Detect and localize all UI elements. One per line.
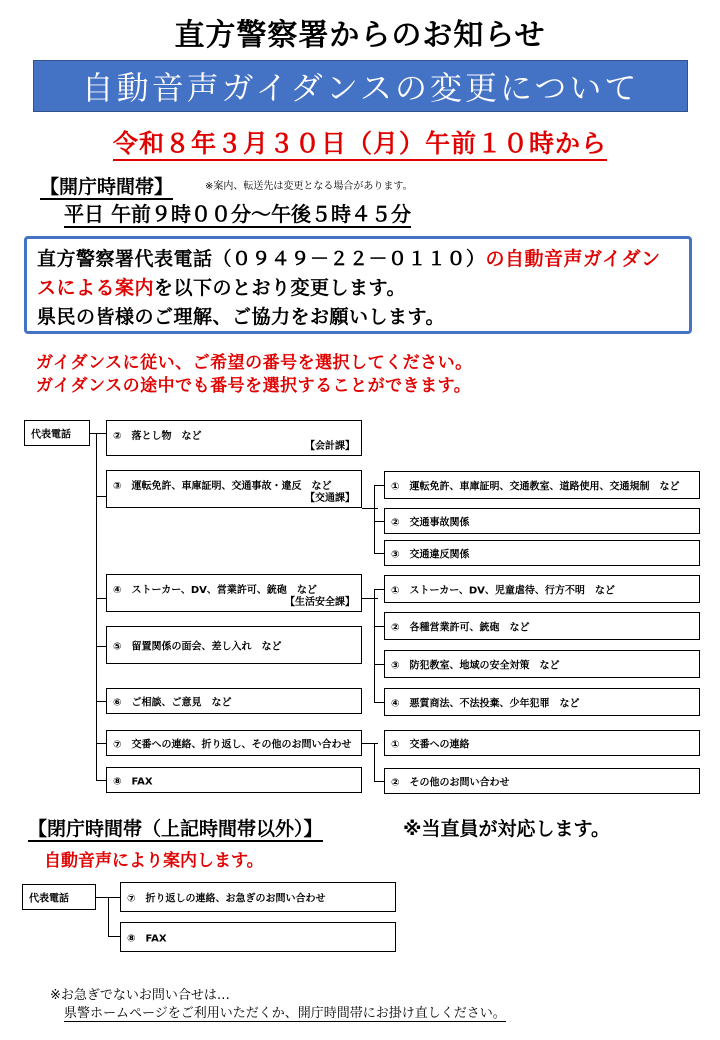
connector xyxy=(374,553,384,554)
sub4-item-1 xyxy=(384,575,700,603)
connector xyxy=(96,598,106,599)
closed-option-8-box xyxy=(120,922,396,952)
connector xyxy=(96,701,106,702)
page-title: 直方警察署からのお知らせ xyxy=(174,18,546,53)
banner: 自動音声ガイダンスの変更について xyxy=(33,60,688,112)
connector xyxy=(90,433,106,434)
open-hours-note: ※案内、転送先は変更となる場合があります。 xyxy=(205,181,413,192)
open-hours-heading-text: 【開庁時間帯】 xyxy=(40,176,174,198)
option-label: ⑦ 交番への連絡、折り返し、その他のお問い合わせ xyxy=(113,739,352,751)
closed-option-7-box xyxy=(120,882,396,912)
option-label: ⑧ FAX xyxy=(113,776,153,788)
info-part2: の自動音声ガイダンスによる案内 xyxy=(37,248,661,299)
closed-hours-sub: 自動音声により案内します。 xyxy=(44,851,264,871)
connector xyxy=(96,780,106,781)
sub-option-label: ② 交通事故関係 xyxy=(391,517,470,529)
sub-option-label: ③ 防犯教室、地域の安全対策 など xyxy=(391,660,560,672)
info-line xyxy=(37,245,679,303)
closed-hours-heading-text: 【閉庁時間帯（上記時間帯以外）】 xyxy=(28,818,323,840)
sub7-item-1 xyxy=(384,730,700,756)
sub-option-label: ① 交番への連絡 xyxy=(391,739,470,751)
guidance-line-1: ガイダンスに従い、ご希望の番号を選択してください。 xyxy=(36,353,473,373)
option-dept: 【会計課】 xyxy=(305,441,355,452)
connector xyxy=(374,664,384,665)
closed-hours-heading xyxy=(28,814,323,841)
option-dept: 【交通課】 xyxy=(305,493,355,504)
option-label: ③ 運転免許、車庫証明、交通事故・違反 など xyxy=(113,481,332,492)
closed-tree-root-box xyxy=(22,884,96,910)
connector xyxy=(362,598,378,599)
sub7-item-2 xyxy=(384,768,700,794)
sub-option-label: ④ 悪質商法、不法投棄、少年犯罪 など xyxy=(391,698,580,710)
connector xyxy=(362,508,378,509)
connector xyxy=(374,485,384,486)
connector xyxy=(374,626,384,627)
option-4-box xyxy=(106,574,362,612)
option-5-box xyxy=(106,626,362,664)
connector xyxy=(362,743,378,744)
connector xyxy=(108,897,109,936)
connector xyxy=(374,521,384,522)
info-line-3: 県民の皆様のご理解、ご協力をお願いします。 xyxy=(37,306,445,328)
effective-date-text: 令和８年３月３０日（月）午前１０時から xyxy=(113,129,607,161)
guidance-line-2: ガイダンスの途中でも番号を選択することができます。 xyxy=(36,376,472,396)
sub4-item-4 xyxy=(384,688,700,716)
effective-date xyxy=(0,124,720,160)
closed-option-label: ⑧ FAX xyxy=(127,933,167,945)
connector xyxy=(374,589,384,590)
closed-hours-note: ※当直員が対応します。 xyxy=(403,818,610,840)
connector xyxy=(96,743,106,744)
sub3-item-1 xyxy=(384,471,700,499)
connector xyxy=(374,743,375,781)
connector xyxy=(108,936,120,937)
option-3-box xyxy=(106,470,362,508)
connector xyxy=(374,485,375,553)
option-label: ⑥ ご相談、ご意見 など xyxy=(113,697,232,709)
connector xyxy=(96,496,106,497)
footer-note: ※お急ぎでないお問い合せは… xyxy=(50,988,230,1003)
sub3-item-2 xyxy=(384,508,700,534)
connector xyxy=(96,646,106,647)
connector xyxy=(374,781,384,782)
closed-option-label: ⑦ 折り返しの連絡、お急ぎのお問い合わせ xyxy=(127,893,326,905)
sub3-item-3 xyxy=(384,540,700,566)
option-2-box xyxy=(106,420,362,456)
info-part3: を以下のとおり変更します。 xyxy=(154,277,406,299)
option-7-box xyxy=(106,730,362,756)
option-8-box xyxy=(106,767,362,793)
option-dept: 【生活安全課】 xyxy=(285,597,355,608)
connector xyxy=(96,433,97,780)
sub-option-label: ① ストーカー、DV、児童虐待、行方不明 など xyxy=(391,585,615,597)
sub4-item-2 xyxy=(384,612,700,640)
option-label: ② 落とし物 など xyxy=(113,431,202,442)
sub-option-label: ② 各種営業許可、銃砲 など xyxy=(391,622,530,634)
connector xyxy=(374,702,384,703)
tree-root-box xyxy=(24,420,90,446)
option-label: ⑤ 留置関係の面会、差し入れ など xyxy=(113,641,282,653)
option-label: ④ ストーカー、DV、営業許可、銃砲 など xyxy=(113,585,317,596)
sub-option-label: ② その他のお問い合わせ xyxy=(391,777,510,789)
tree-root-label: 代表電話 xyxy=(31,429,71,441)
sub-option-label: ① 運転免許、車庫証明、交通教室、道路使用、交通規制 など xyxy=(391,481,680,493)
sub4-item-3 xyxy=(384,650,700,678)
guidance-instructions xyxy=(36,352,473,398)
open-hours-heading xyxy=(40,172,173,199)
closed-tree-root-label: 代表電話 xyxy=(29,893,69,905)
sub-option-label: ③ 交通違反関係 xyxy=(391,549,470,561)
footer-homepage-note: 県警ホームページをご利用いただくか、開庁時間帯にお掛け直しください。 xyxy=(64,1002,506,1022)
option-6-box xyxy=(106,688,362,714)
info-box xyxy=(24,236,692,334)
open-hours-time: 平日 午前９時００分～午後５時４５分 xyxy=(64,202,411,226)
info-part1: 直方警察署代表電話（０９４９－２２－０１１０） xyxy=(37,248,486,270)
connector xyxy=(374,589,375,702)
